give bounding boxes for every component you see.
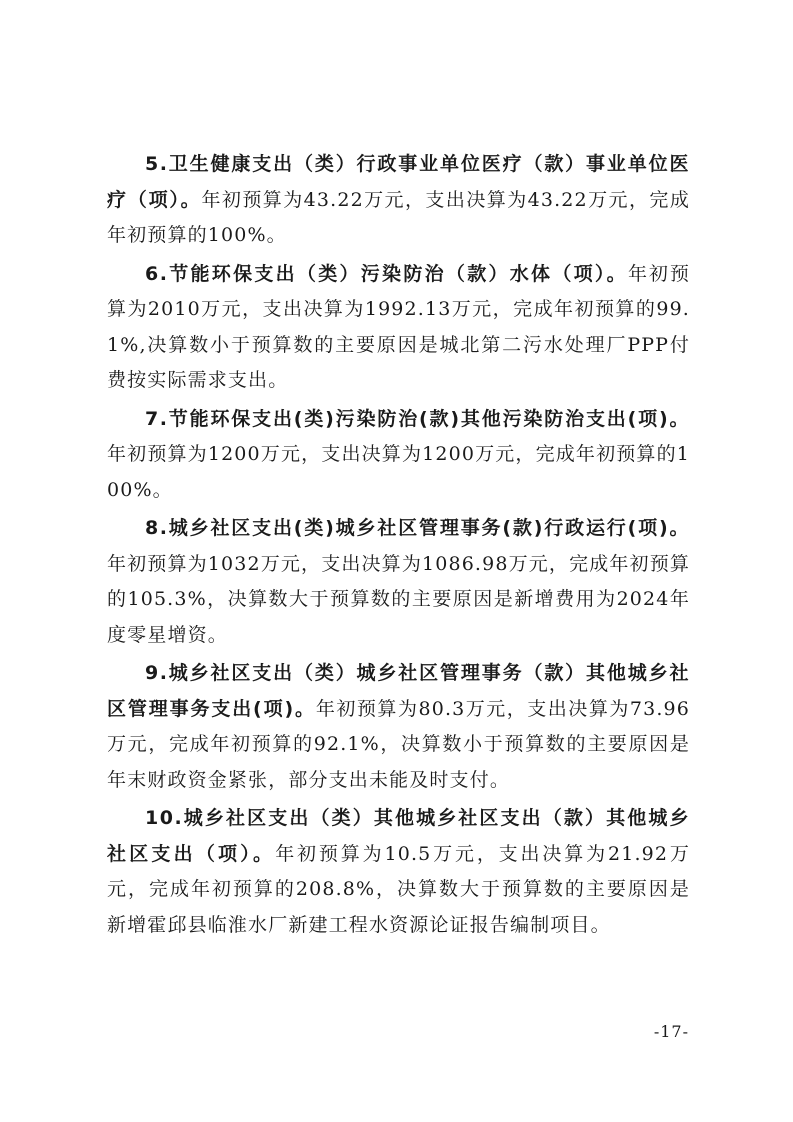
document-body — [107, 147, 690, 946]
paragraph-text: 年初预算为1200万元，支出决算为1200万元，完成年初预算的100%。 — [107, 443, 690, 501]
paragraph-item-5 — [107, 147, 690, 254]
paragraph-item-9 — [107, 656, 690, 798]
paragraph-text: 年初预算为10.5万元，支出决算为21.92万元，完成年初预算的208.8%，决算数大于预算数的主要原因是新增霍邱县临淮水厂新建工程水资源论证报告编制项目。 — [107, 842, 690, 936]
paragraph-heading: 6.节能环保支出（类）污染防治（款）水体（项）。 — [145, 262, 628, 285]
paragraph-item-6 — [107, 257, 690, 399]
paragraph-item-8 — [107, 511, 690, 653]
paragraph-heading: 7.节能环保支出(类)污染防治(款)其他污染防治支出(项)。 — [145, 407, 690, 430]
paragraph-text: 年初预算为1032万元，支出决算为1086.98万元，完成年初预算的105.3%，决算数大于预算数的主要原因是新增费用为2024年度零星增资。 — [107, 552, 690, 646]
paragraph-heading: 9.城乡社区支出（类）城乡社区管理事务（款）其他城乡社区管理事务支出(项)。 — [107, 662, 690, 720]
paragraph-heading: 10.城乡社区支出（类）其他城乡社区支出（款）其他城乡社区支出（项）。 — [107, 807, 690, 865]
paragraph-heading: 8.城乡社区支出(类)城乡社区管理事务(款)行政运行(项)。 — [145, 517, 690, 539]
paragraph-text: 年初预算为43.22万元，支出决算为43.22万元，完成年初预算的100%。 — [107, 188, 690, 246]
paragraph-heading: 5.卫生健康支出（类）行政事业单位医疗（款）事业单位医疗（项）。 — [107, 153, 690, 211]
paragraph-text: 年初预算为80.3万元，支出决算为73.96万元，完成年初预算的92.1%，决算数小于预算数的主要原因是年末财政资金紧张，部分支出未能及时支付。 — [107, 697, 690, 791]
paragraph-item-7 — [107, 402, 690, 509]
paragraph-text: 年初预算为2010万元，支出决算为1992.13万元，完成年初预算的99.1%,决算数小于预算数的主要原因是城北第二污水处理厂PPP付费按实际需求支出。 — [107, 262, 690, 391]
paragraph-item-10 — [107, 801, 690, 943]
page-number: -17- — [653, 1022, 689, 1041]
